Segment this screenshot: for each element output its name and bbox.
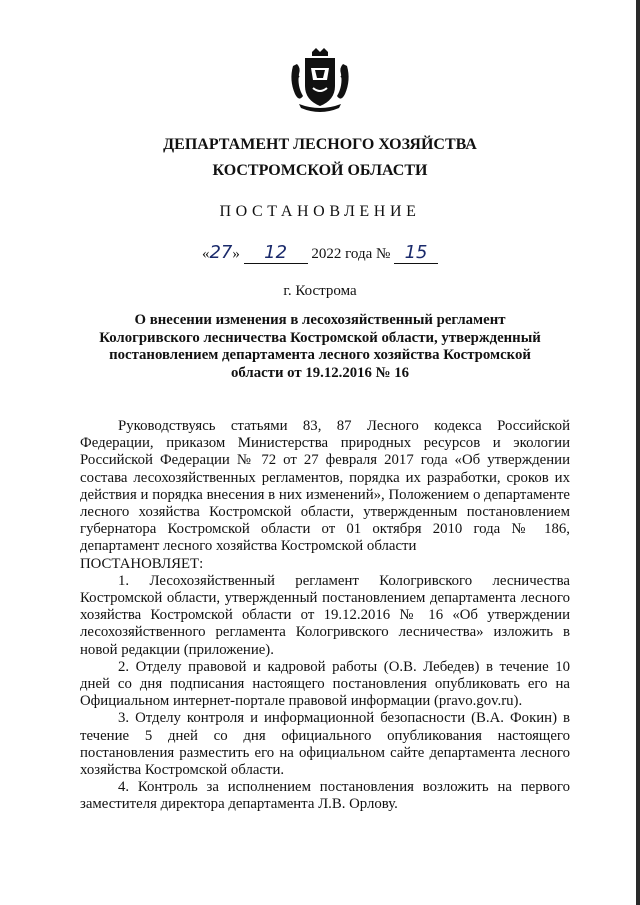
org-name-line2: КОСТРОМСКОЙ ОБЛАСТИ: [212, 162, 428, 179]
item-4: 4. Контроль за исполнением постановления возложить на первого заместителя директора департамента Л.В. Орлову.: [80, 779, 570, 813]
date-month: 12: [264, 242, 288, 263]
date-month-field: [244, 242, 308, 264]
document-title: О внесении изменения в лесохозяйственный регламент Кологривского лесничества Костромской области, утвержденный постановлением департамента лесного хозяйства Костромской области от 19.12.2016 № 16: [99, 312, 541, 381]
org-name-line1: ДЕПАРТАМЕНТ ЛЕСНОГО ХОЗЯЙСТВА: [163, 136, 477, 153]
date-close-quote: »: [232, 246, 240, 262]
preamble-paragraph: Руководствуясь статьями 83, 87 Лесного кодекса Российской Федерации, приказом Министерства природных ресурсов и экологии Российской Федерации № 72 от 27 февраля 2017 года «Об утверждении состава лесохозяйственных регламентов, порядка их разработки, сроков их действия и порядка внесения в них изменений», Положением о департаменте лесного хозяйства Костромской области, утвержденным постановлением губернатора Костромской области от 01 октября 2010 года № 186, департамент лесного хозяйства Костромской области: [80, 418, 570, 555]
item-3: 3. Отделу контроля и информационной безопасности (В.А. Фокин) в течение 5 дней со дня официального опубликования настоящего постановления разместить его на официальном сайте департамента лесного хозяйства Костромской области.: [80, 710, 570, 779]
decree-word: ПОСТАНОВЛЯЕТ:: [80, 555, 204, 572]
scan-edge-shadow: [636, 0, 640, 905]
city: г. Кострома: [283, 283, 357, 299]
item-2: 2. Отделу правовой и кадровой работы (О.В. Лебедев) в течение 10 дней со дня подписания настоящего постановления опубликовать его на Официальном интернет-портале правовой информации (pravo.gov.ru).: [80, 658, 570, 710]
document-number: 15: [404, 242, 428, 263]
document-body: [80, 418, 570, 814]
document-type: ПОСТАНОВЛЕНИЕ: [219, 203, 421, 220]
document-number-field: [394, 242, 438, 264]
date-line: [0, 242, 640, 264]
date-open-quote: «: [201, 246, 210, 262]
kostroma-coat-of-arms-icon: [285, 46, 355, 116]
date-day: 27: [209, 242, 233, 263]
item-1: 1. Лесохозяйственный регламент Кологривского лесничества Костромской области, утвержденный постановлением департамента лесного хозяйства Костромской области от 19.12.2016 № 16 «Об утверждении лесохозяйственного регламента Кологривского лесничества» изложить в новой редакции (приложение).: [80, 572, 570, 658]
date-year-text: 2022 года №: [311, 246, 391, 262]
